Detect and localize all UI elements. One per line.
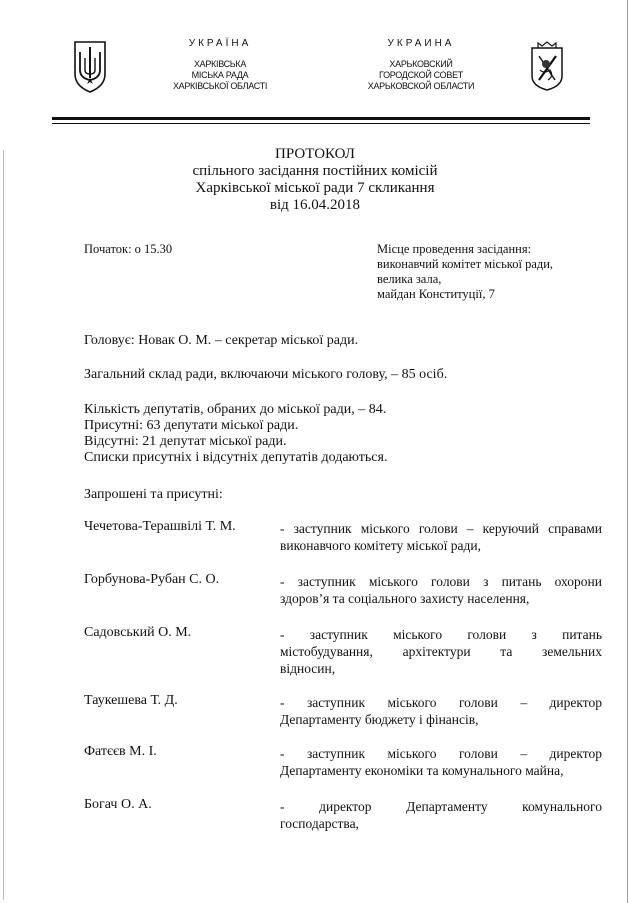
present-line: Присутні: 63 депутати міської ради.: [84, 418, 299, 433]
attendee-role: [280, 798, 602, 832]
place-line: виконавчий комітет міської ради,: [377, 257, 554, 271]
scan-edge-left: [3, 150, 4, 900]
role-line: - заступник міського голови – директор: [280, 695, 602, 710]
header-left: [160, 38, 280, 92]
place-line: Місце проведення засідання:: [377, 242, 532, 256]
attendee-role: [280, 573, 602, 607]
role-line: господарства,: [280, 816, 359, 831]
attendee-name: Горбунова-Рубан С. О.: [84, 572, 220, 587]
header-rule-thin: [52, 123, 590, 124]
org-line: ГОРОДСКОЙ СОВЕТ: [379, 70, 463, 80]
org-line: МІСЬКА РАДА: [191, 70, 249, 80]
attendance-block: [84, 402, 387, 466]
org-line: ХАРЬКОВСКИЙ: [389, 59, 453, 69]
attendee-name: Фатєєв М. І.: [84, 744, 157, 759]
chair-line: Головує: Новак О. М. – секретар міської ради.: [84, 333, 359, 348]
attendee-role: [280, 626, 602, 677]
lists-line: Списки присутніх і відсутніх депутатів додаються.: [84, 450, 388, 465]
role-line: - заступник міського голови з питань охорони: [280, 574, 602, 589]
city-coat-of-arms-icon: [530, 40, 564, 92]
role-line: - заступник міського голови – директор: [280, 746, 602, 761]
header-rule-thick: [52, 117, 590, 120]
role-line: виконавчого комітету міської ради,: [280, 538, 481, 553]
composition-line: Загальний склад ради, включаючи міського голову, – 85 осіб.: [84, 367, 448, 382]
trident-emblem-icon: [72, 40, 108, 94]
country-name-ru: УКРАИНА: [387, 38, 455, 49]
title-line: Харківської міської ради 7 скликання: [195, 180, 435, 196]
org-line: ХАРКІВСЬКОЇ ОБЛАСТІ: [172, 81, 268, 91]
meeting-start: Початок: о 15.30: [84, 242, 173, 256]
attendee-name: Богач О. А.: [84, 797, 152, 812]
role-line: містобудування, архітектури та земельних: [280, 644, 602, 659]
meeting-place: [377, 242, 597, 302]
role-line: - директор Департаменту комунального: [280, 799, 602, 814]
attendee-role: [280, 745, 602, 779]
attendee-role: [280, 520, 602, 554]
attendee-name: Садовський О. М.: [84, 625, 192, 640]
place-line: майдан Конституції, 7: [377, 287, 495, 301]
scan-edge-right: [627, 0, 628, 903]
role-line: Департаменту економіки та комунального майна,: [280, 763, 564, 778]
place-line: велика зала,: [377, 272, 442, 286]
org-line: ХАРЬКОВСКОЙ ОБЛАСТИ: [367, 81, 475, 91]
country-name-ua: УКРАЇНА: [188, 38, 252, 49]
header-right: [356, 38, 486, 92]
role-line: здоров’я та соціального захисту населення,: [280, 591, 530, 606]
role-line: відносин,: [280, 661, 336, 676]
attendee-name: Чечетова-Терашвілі Т. М.: [84, 519, 236, 534]
role-line: Департаменту бюджету і фінансів,: [280, 712, 479, 727]
attendee-name: Таукешева Т. Д.: [84, 693, 178, 708]
org-line: ХАРКІВСЬКА: [193, 59, 247, 69]
elected-line: Кількість депутатів, обраних до міської ради, – 84.: [84, 402, 387, 417]
role-line: - заступник міського голови з питань: [280, 627, 602, 642]
absent-line: Відсутні: 21 депутат міської ради.: [84, 434, 287, 449]
role-line: - заступник міського голови – керуючий справами: [280, 521, 602, 536]
document-title: [130, 146, 500, 214]
title-line: спільного засідання постійних комісій: [192, 163, 438, 179]
title-heading: ПРОТОКОЛ: [275, 146, 355, 162]
attendee-role: [280, 694, 602, 728]
title-line: від 16.04.2018: [269, 197, 361, 213]
invited-heading: Запрошені та присутні:: [84, 487, 223, 502]
